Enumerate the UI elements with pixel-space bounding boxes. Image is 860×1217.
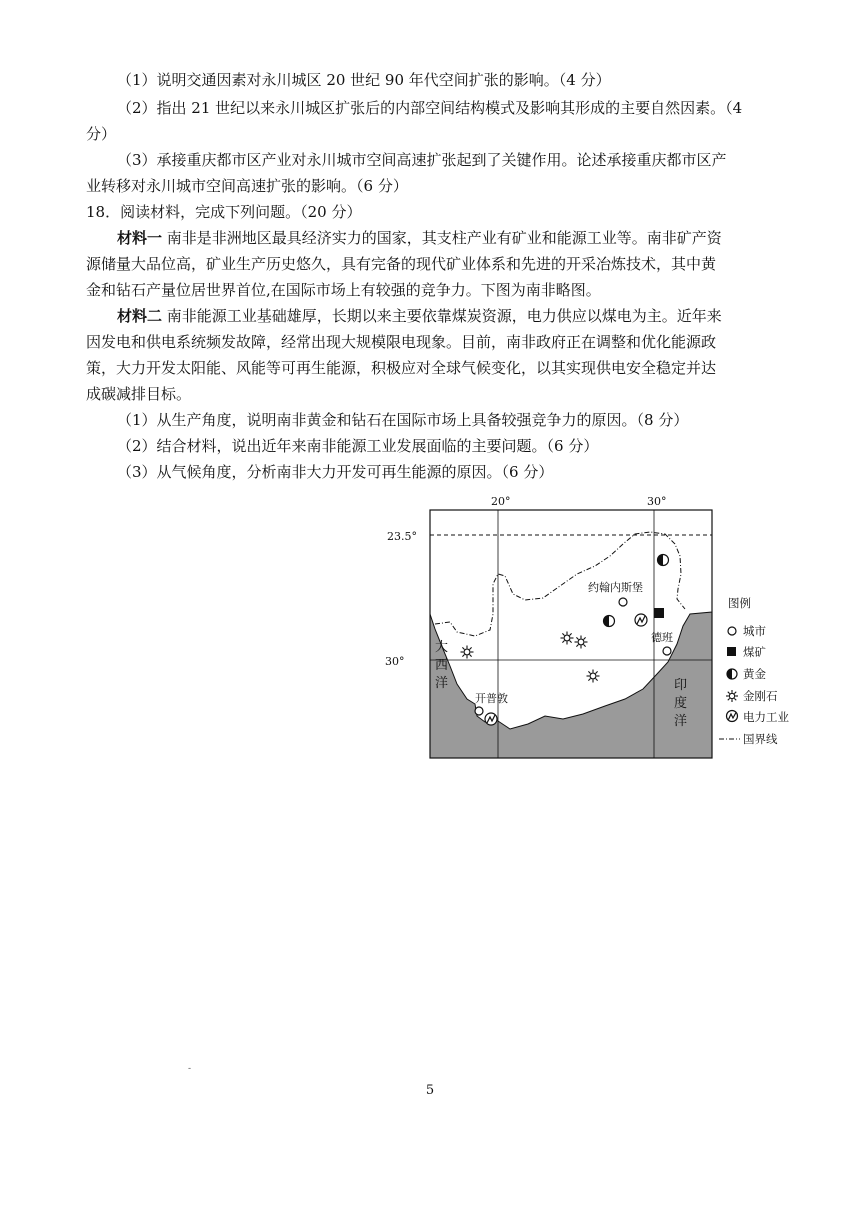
city-icon (475, 707, 483, 715)
material2-line2: 因发电和供电系统频发故障，经常出现大规模限电现象。目前，南非政府正在调整和优化能源政 (86, 333, 717, 351)
question-18-3: （3）从气候角度，分析南非大力开发可再生能源的原因。（6 分） (117, 463, 554, 481)
question-17-3-line1: （3）承接重庆都市区产业对永川城市空间高速扩张起到了关键作用。论述承接重庆都市区产 (117, 151, 727, 169)
diamond-icon (461, 646, 474, 659)
city-label-johannesburg: 约翰内斯堡 (588, 581, 643, 594)
question-18-2: （2）结合材料，说出近年来南非能源工业发展面临的主要问题。（6 分） (117, 437, 599, 455)
power-industry-icon (485, 713, 497, 725)
map-legend (719, 596, 789, 746)
diamond-icon (575, 636, 588, 649)
legend-title: 图例 (728, 596, 751, 610)
diamond-icon (561, 632, 574, 645)
indian-char-3: 洋 (674, 714, 688, 729)
legend-border-line-label: 国界线 (743, 732, 778, 746)
city-icon (663, 647, 671, 655)
question-17-2-line1: （2）指出 21 世纪以来永川城区扩张后的内部空间结构模式及影响其形成的主要自然因素。（4 (117, 99, 743, 117)
south-africa-map (385, 494, 815, 769)
legend-power-industry-icon (727, 711, 738, 722)
stray-mark: - (188, 1064, 192, 1074)
material1-line2: 源储量大品位高，矿业生产历史悠久，具有完备的现代矿业体系和先进的开采冶炼技术，其中黄 (86, 255, 717, 273)
lon-label-30: 30° (647, 495, 667, 508)
atlantic-char-2: 西 (435, 658, 449, 673)
material1-text-1: 南非是非洲地区最具经济实力的国家，其支柱产业有矿业和能源工业等。南非矿产资 (166, 229, 722, 247)
lon-label-20: 20° (491, 495, 511, 508)
legend-city-icon (728, 627, 736, 635)
question-17-3-line2: 业转移对永川城市空间高速扩张的影响。（6 分） (86, 177, 408, 195)
gold-icon (604, 616, 615, 627)
legend-diamond-icon (726, 690, 738, 702)
material2-label: 材料二 (117, 307, 163, 325)
legend-diamond-label: 金刚石 (743, 689, 778, 703)
atlantic-char-1: 大 (435, 640, 449, 655)
material2-line3: 策，大力开发太阳能、风能等可再生能源，积极应对全球气候变化，以其实现供电安全稳定并达 (86, 359, 717, 377)
coal-mine-icon (654, 608, 664, 618)
legend-gold-icon (727, 669, 737, 679)
question-18-1: （1）从生产角度，说明南非黄金和钻石在国际市场上具备较强竞争力的原因。（8 分） (117, 411, 689, 429)
legend-coal-mine-label: 煤矿 (743, 645, 766, 659)
page-number: 5 (425, 1083, 435, 1098)
diamond-icon (587, 670, 600, 683)
diamond-icon (726, 690, 738, 702)
lat-label-30: 30° (385, 655, 405, 668)
power-industry-icon (635, 614, 647, 626)
city-label-cape-town: 开普敦 (475, 692, 508, 705)
material2-line1 (117, 306, 722, 326)
material2-line4: 成碳减排目标。 (86, 385, 192, 403)
material1-line3: 金和钻石产量位居世界首位,在国际市场上有较强的竞争力。下图为南非略图。 (86, 281, 601, 299)
question-18-title: 18．阅读材料，完成下列问题。（20 分） (86, 203, 362, 221)
city-label-durban: 德班 (651, 631, 673, 644)
legend-city-label: 城市 (743, 624, 766, 638)
indian-char-1: 印 (674, 678, 688, 693)
legend-power-industry-label: 电力工业 (743, 710, 789, 724)
material1-label: 材料一 (117, 229, 163, 247)
material1-line1 (117, 228, 722, 248)
atlantic-char-3: 洋 (435, 676, 449, 691)
lat-label-23-5: 23.5° (387, 530, 417, 543)
indian-char-2: 度 (674, 696, 688, 711)
gold-icon (658, 555, 669, 566)
question-17-1: （1）说明交通因素对永川城区 20 世纪 90 年代空间扩张的影响。（4 分） (117, 71, 611, 89)
question-17-2-line2: 分） (86, 125, 117, 143)
city-icon (619, 598, 627, 606)
legend-gold-label: 黄金 (743, 667, 766, 681)
material2-text-1: 南非能源工业基础雄厚，长期以来主要依靠煤炭资源，电力供应以煤电为主。近年来 (166, 307, 722, 325)
legend-coal-mine-icon (727, 647, 736, 656)
